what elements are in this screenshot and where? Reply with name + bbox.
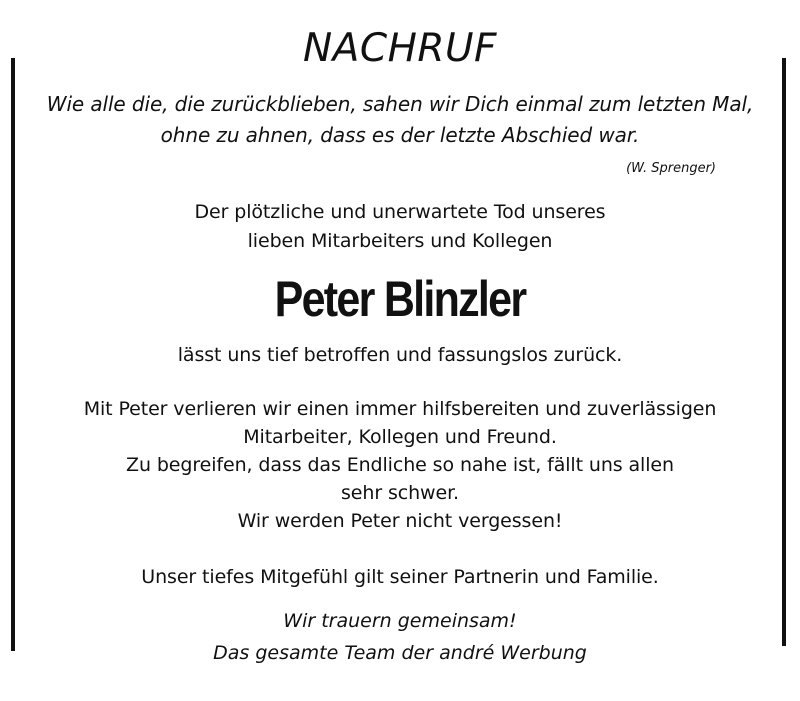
quote-line: ohne zu ahnen, dass es der letzte Abschied war. bbox=[160, 123, 640, 147]
message-line: sehr schwer. bbox=[340, 482, 459, 504]
closing-signature: Das gesamte Team der andré Werbung bbox=[213, 642, 587, 664]
message-line: Zu begreifen, dass das Endliche so nahe ist, fällt uns allen bbox=[126, 454, 674, 476]
intro-line: lieben Mitarbeiters und Kollegen bbox=[247, 230, 553, 252]
sympathy-text: Unser tiefes Mitgefühl gilt seiner Partnerin und Familie. bbox=[141, 566, 659, 588]
closing-line: Wir trauern gemeinsam! bbox=[283, 610, 517, 632]
quote-line: Wie alle die, die zurückblieben, sahen wir Dich einmal zum letzten Mal, bbox=[46, 92, 754, 116]
message-line: Wir werden Peter nicht vergessen! bbox=[237, 510, 563, 532]
after-name-text: lässt uns tief betroffen und fassungslos zurück. bbox=[177, 344, 623, 366]
deceased-name: Peter Blinzler bbox=[274, 271, 526, 327]
message-line: Mit Peter verlieren wir einen immer hilfsbereiten und zuverlässigen bbox=[83, 398, 717, 420]
intro-line: Der plötzliche und unerwartete Tod unseres bbox=[194, 201, 606, 223]
obituary-heading: NACHRUF bbox=[303, 26, 497, 71]
quote-author: (W. Sprenger) bbox=[626, 161, 716, 176]
message-line: Mitarbeiter, Kollegen und Freund. bbox=[243, 426, 557, 448]
